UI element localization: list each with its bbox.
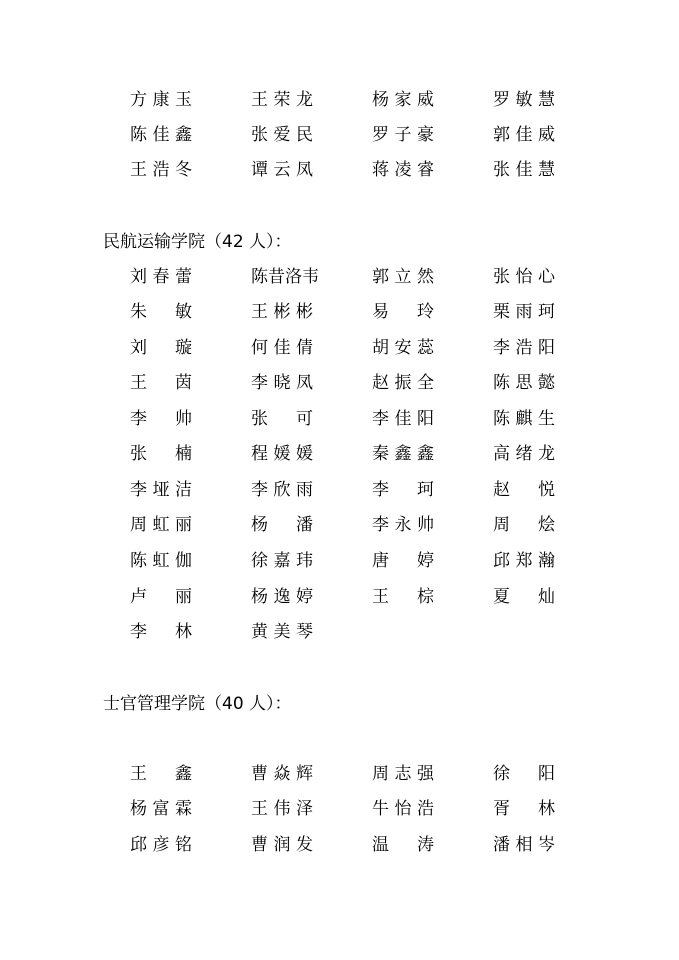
person-name: 杨逸婷	[251, 587, 313, 607]
person-name: 杨家威	[372, 90, 434, 110]
person-name: 黄美琴	[251, 622, 313, 642]
person-name: 李 林	[130, 622, 192, 642]
person-name: 牛怡浩	[372, 799, 434, 819]
name-row	[0, 513, 679, 537]
person-name: 杨富霖	[130, 799, 192, 819]
person-name: 周虹丽	[130, 515, 192, 535]
person-name: 张爱民	[251, 125, 313, 145]
person-name: 刘春蕾	[130, 267, 192, 287]
person-name: 李佳阳	[372, 409, 434, 429]
person-name: 李垭洁	[130, 480, 192, 500]
person-name: 李永帅	[372, 515, 434, 535]
person-name: 张 可	[251, 409, 313, 429]
person-name: 徐 阳	[493, 764, 555, 784]
name-row	[0, 833, 679, 857]
name-row	[0, 549, 679, 573]
person-name: 李欣雨	[251, 480, 313, 500]
section-heading: 士官管理学院（40 人）：	[103, 694, 292, 714]
name-row	[0, 585, 679, 609]
person-name: 罗子豪	[372, 125, 434, 145]
person-name: 李 珂	[372, 480, 434, 500]
section-heading: 民航运输学院（42 人）：	[103, 232, 292, 252]
person-name: 胥 林	[493, 799, 555, 819]
person-name: 王浩冬	[130, 160, 192, 180]
name-row	[0, 265, 679, 289]
name-row	[0, 620, 679, 644]
person-name: 王伟泽	[251, 799, 313, 819]
person-name: 王荣龙	[251, 90, 313, 110]
person-name: 王 茵	[130, 373, 192, 393]
name-row	[0, 478, 679, 502]
name-row	[0, 336, 679, 360]
person-name: 温 涛	[372, 835, 434, 855]
name-row	[0, 158, 679, 182]
person-name: 陈虹伽	[130, 551, 192, 571]
person-name: 潘相岑	[493, 835, 555, 855]
person-name: 陈麒生	[493, 409, 555, 429]
person-name: 蒋凌睿	[372, 160, 434, 180]
person-name: 王 棕	[372, 587, 434, 607]
name-row	[0, 407, 679, 431]
person-name: 曹焱辉	[251, 764, 313, 784]
name-row	[0, 300, 679, 324]
name-row	[0, 123, 679, 147]
person-name: 赵 悦	[493, 480, 555, 500]
person-name: 杨 潘	[251, 515, 313, 535]
person-name: 张 楠	[130, 444, 192, 464]
person-name: 卢 丽	[130, 587, 192, 607]
name-row	[0, 442, 679, 466]
person-name: 方康玉	[130, 90, 192, 110]
name-row	[0, 762, 679, 786]
person-name: 陈思懿	[493, 373, 555, 393]
person-name: 周志强	[372, 764, 434, 784]
person-name: 郭立然	[372, 267, 434, 287]
person-name: 张佳慧	[493, 160, 555, 180]
person-name: 夏 灿	[493, 587, 555, 607]
person-name: 曹润发	[251, 835, 313, 855]
person-name: 陈昔洛韦	[251, 267, 319, 287]
person-name: 邱彦铭	[130, 835, 192, 855]
person-name: 李晓凤	[251, 373, 313, 393]
person-name: 徐嘉玮	[251, 551, 313, 571]
person-name: 程媛媛	[251, 444, 313, 464]
person-name: 张怡心	[493, 267, 555, 287]
person-name: 唐 婷	[372, 551, 434, 571]
person-name: 谭云凤	[251, 160, 313, 180]
person-name: 栗雨珂	[493, 302, 555, 322]
person-name: 郭佳威	[493, 125, 555, 145]
person-name: 邱郑瀚	[493, 551, 555, 571]
person-name: 赵振全	[372, 373, 434, 393]
person-name: 李 帅	[130, 409, 192, 429]
name-row	[0, 371, 679, 395]
person-name: 李浩阳	[493, 338, 555, 358]
person-name: 胡安蕊	[372, 338, 434, 358]
person-name: 易 玲	[372, 302, 434, 322]
name-row	[0, 797, 679, 821]
person-name: 王彬彬	[251, 302, 313, 322]
person-name: 王 鑫	[130, 764, 192, 784]
person-name: 周 烩	[493, 515, 555, 535]
person-name: 何佳倩	[251, 338, 313, 358]
person-name: 高绪龙	[493, 444, 555, 464]
person-name: 秦鑫鑫	[372, 444, 434, 464]
person-name: 罗敏慧	[493, 90, 555, 110]
name-row	[0, 88, 679, 112]
person-name: 刘 璇	[130, 338, 192, 358]
person-name: 陈佳鑫	[130, 125, 192, 145]
person-name: 朱 敏	[130, 302, 192, 322]
